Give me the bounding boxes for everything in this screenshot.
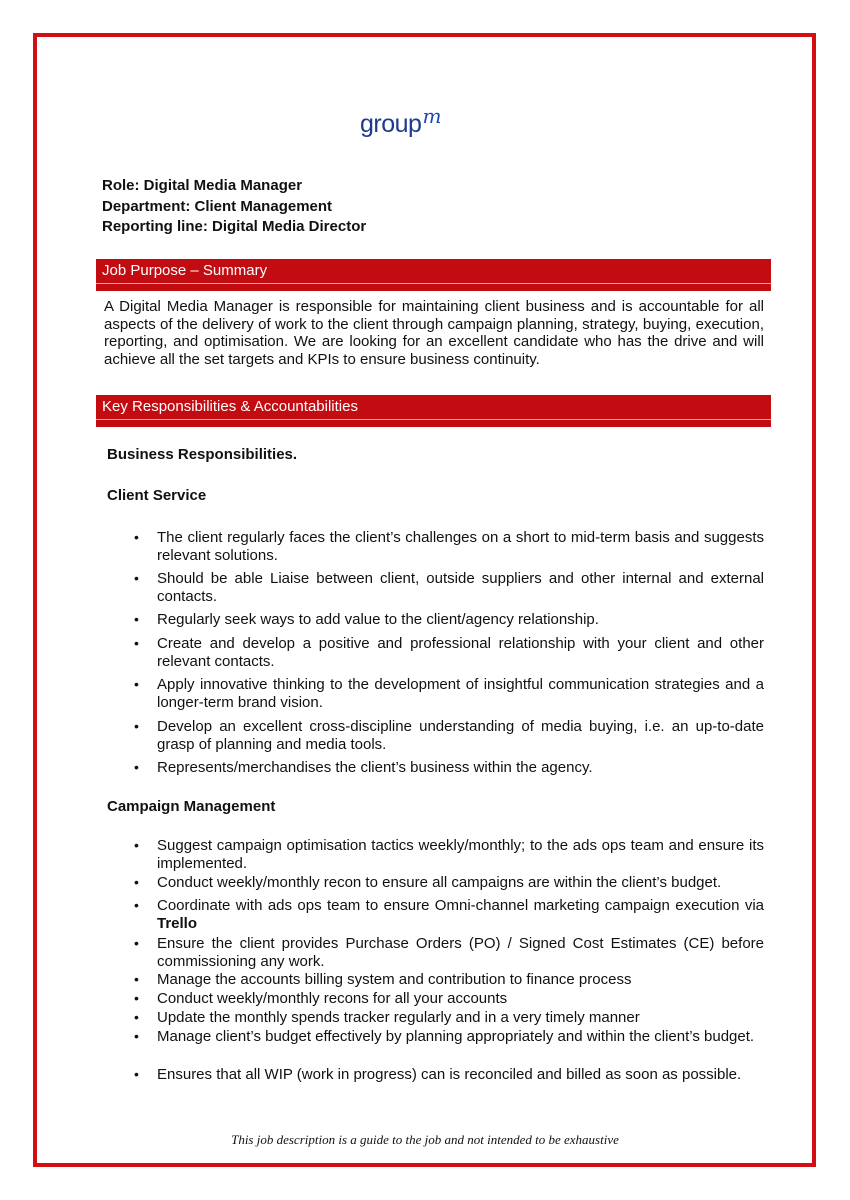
list-item: • Conduct weekly/monthly recon to ensure all campaigns are within the client’s budget. — [134, 874, 722, 891]
list-item: • Develop an excellent cross-discipline understanding of media buying, i.e. an up-to-date grasp of planning and media tools. — [134, 718, 764, 753]
list-item: • Create and develop a positive and professional relationship with your client and other relevant contacts. — [134, 635, 764, 670]
list-item: • Manage client’s budget effectively by planning appropriately and within the client’s budget. — [134, 1028, 755, 1045]
list-item: • Should be able Liaise between client, outside suppliers and other internal and external contacts. — [134, 570, 764, 605]
list-item: • Represents/merchandises the client’s business within the agency. — [134, 759, 593, 776]
list-item: • Regularly seek ways to add value to the client/agency relationship. — [134, 611, 599, 628]
trello-text: Trello — [157, 914, 198, 932]
department-line: Department: Client Management — [102, 197, 333, 215]
list-item: • Suggest campaign optimisation tactics weekly/monthly; to the ads ops team and ensure its implemented. — [134, 837, 764, 872]
role-details — [102, 176, 366, 238]
groupm-logo: group$^m$ — [360, 104, 441, 138]
list-item: • The client regularly faces the client’s challenges on a short to mid-term basis and suggests relevant solutions. — [134, 529, 764, 564]
role-line: Role: Digital Media Manager — [102, 177, 303, 194]
key-responsibilities-header: Key Responsibilities & Accountabilities — [96, 395, 771, 427]
job-purpose-header: Job Purpose – Summary — [96, 259, 771, 291]
list-item: • Ensure the client provides Purchase Orders (PO) / Signed Cost Estimates (CE) before commissioning any work. — [134, 935, 764, 970]
list-item: • Conduct weekly/monthly recons for all your accounts — [134, 990, 508, 1007]
list-item: • Apply innovative thinking to the development of insightful communication strategies and a longer-term brand vision. — [134, 676, 764, 711]
list-item: • Manage the accounts billing system and contribution to finance process — [134, 971, 632, 988]
business-responsibilities-heading: Business Responsibilities. — [107, 446, 298, 463]
list-item: • Coordinate with ads ops team to ensure Omni-channel marketing campaign execution via Trello — [134, 897, 764, 932]
list-item: • Update the monthly spends tracker regularly and in a very timely manner — [134, 1009, 640, 1026]
reporting-line: Reporting line: Digital Media Director — [102, 218, 367, 235]
list-item: • Ensures that all WIP (work in progress) can is reconciled and billed as soon as possible. — [134, 1066, 742, 1083]
client-service-heading: Client Service — [107, 487, 207, 504]
footer-disclaimer: This job description is a guide to the job and not intended to be exhaustive — [231, 1132, 619, 1147]
campaign-management-heading: Campaign Management — [107, 798, 276, 815]
job-purpose-text: A Digital Media Manager is responsible for maintaining client business and is accountable for all aspects of the delivery of work to the client through campaign planning, strategy, buying, execution, reporting, and optimisation. We are looking for an excellent candidate who has the drive and will achieve all the set targets and KPIs to ensure business continuity. — [104, 298, 764, 368]
